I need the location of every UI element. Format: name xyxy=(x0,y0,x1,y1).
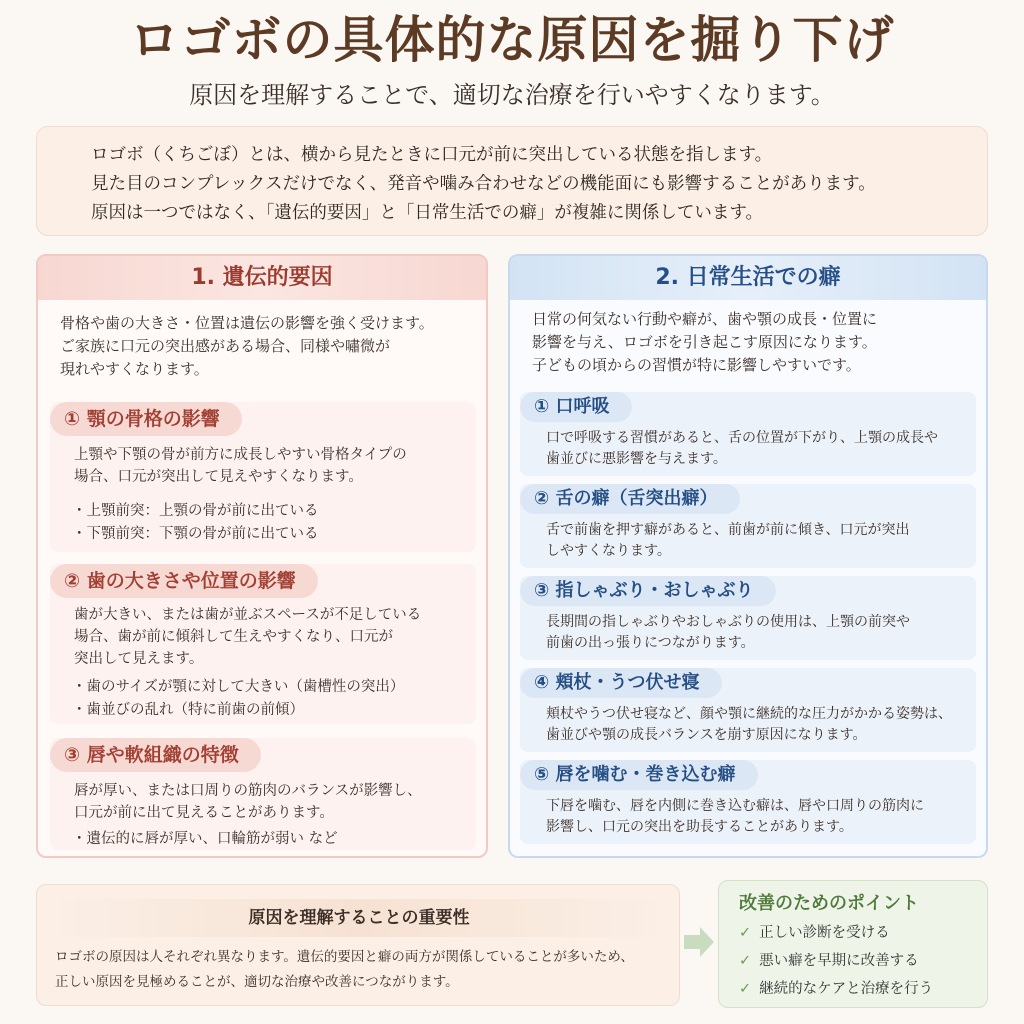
arrow-right-icon xyxy=(682,924,716,960)
text-line: 口で呼吸する習慣があると、舌の位置が下がり、上顎の成長や xyxy=(546,430,938,446)
points-title: 改善のためのポイント xyxy=(739,893,919,914)
cause-bullets xyxy=(72,500,319,546)
intro-box xyxy=(36,126,988,236)
importance-text xyxy=(55,945,675,995)
habit-card xyxy=(520,668,976,752)
improvement-points-box xyxy=(718,880,988,1008)
cause-card xyxy=(50,738,476,850)
habit-label: ① 口呼吸 xyxy=(520,392,632,422)
page-title: ロゴボの具体的な原因を掘り下げ xyxy=(129,11,895,69)
bullet-item: ・歯のサイズが顎に対して大きい（歯槽性の突出） xyxy=(72,679,405,695)
cause-text xyxy=(74,780,422,824)
intro-line: 見た目のコンプレックスだけでなく、発音や噛み合わせなどの機能面にも影響することがあります。 xyxy=(91,174,876,194)
point-label: 正しい診断を受ける xyxy=(759,925,890,941)
habit-label: ② 舌の癖（舌突出癖） xyxy=(520,484,740,514)
cause-label: ② 歯の大きさや位置の影響 xyxy=(50,564,318,598)
text-line: しやすくなります。 xyxy=(546,543,671,559)
text-line: 場合、歯が前に傾斜して生えやすくなり、口元が xyxy=(74,629,393,645)
text-line: 唇が厚い、または口周りの筋肉のバランスが影響し、 xyxy=(74,783,422,799)
cause-card xyxy=(50,564,476,724)
desc-line: ご家族に口元の突出感がある場合、同様や嘯微が xyxy=(60,337,391,355)
check-icon: ✓ xyxy=(739,953,752,969)
habit-text xyxy=(546,796,924,838)
bullet-item: ・遺伝的に唇が厚い、口輪筋が弱い など xyxy=(72,831,338,847)
daily-habits-panel xyxy=(508,254,988,858)
text-line: 舌で前歯を押す癖があると、前歯が前に傾き、口元が突出 xyxy=(546,522,910,538)
point-label: 継続的なケアと治療を行う xyxy=(759,981,934,997)
cause-card xyxy=(50,402,476,552)
text-line: 下唇を噛む、唇を内側に巻き込む癖は、唇や口周りの筋肉に xyxy=(546,798,924,814)
text-line: 正しい原因を見極めることが、適切な治療や改善につながります。 xyxy=(55,974,459,990)
text-line: 歯並びに悪影響を与えます。 xyxy=(546,451,727,467)
habit-label: ④ 頬杖・うつ伏せ寝 xyxy=(520,668,722,698)
habit-label: ③ 指しゃぶり・おしゃぶり xyxy=(520,576,776,606)
panel-heading: 2. 日常生活での癖 xyxy=(510,256,986,300)
panel-description xyxy=(60,312,480,381)
list-item xyxy=(739,947,933,975)
habit-label: ⑤ 唇を噛む・巻き込む癖 xyxy=(520,760,758,790)
text-line: 口元が前に出て見えることがあります。 xyxy=(74,805,334,821)
habit-card xyxy=(520,484,976,568)
cause-label: ① 顎の骨格の影響 xyxy=(50,402,242,436)
list-item xyxy=(739,919,933,947)
importance-box xyxy=(36,884,680,1006)
habit-text xyxy=(546,704,952,746)
text-line: 場合、口元が突出して見えやすくなります。 xyxy=(74,469,363,485)
text-line: 歯並びや顎の成長バランスを崩す原因になります。 xyxy=(546,727,867,743)
habit-card xyxy=(520,392,976,476)
intro-line: 原因は一つではなく、「遺伝的要因」と「日常生活での癖」が複雑に関係しています。 xyxy=(91,203,763,223)
importance-heading: 原因を理解することの重要性 xyxy=(53,899,665,937)
desc-line: 子どもの頃からの習慣が特に影響しやすいです。 xyxy=(532,356,861,374)
habit-text xyxy=(546,428,938,470)
bullet-item: ・歯並びの乱れ（特に前歯の前傾） xyxy=(72,702,304,718)
points-list xyxy=(739,919,933,1003)
bullet-item: ・上顎前突：上顎の骨が前に出ている xyxy=(72,503,319,519)
desc-line: 日常の何気ない行動や癖が、歯や顎の成長・位置に xyxy=(532,310,878,328)
panel-heading: 1. 遺伝的要因 xyxy=(38,256,486,300)
text-line: 歯が大きい、または歯が並ぶスペースが不足している xyxy=(74,607,422,623)
text-line: ロゴボの原因は人それぞれ異なります。遺伝的要因と癖の両方が関係していることが多いため、 xyxy=(55,949,634,965)
cause-label: ③ 唇や軟組織の特徴 xyxy=(50,738,261,772)
genetic-factors-panel xyxy=(36,254,488,858)
desc-line: 骨格や歯の大きさ・位置は遺伝の影響を強く受けます。 xyxy=(60,314,434,332)
check-icon: ✓ xyxy=(739,981,752,997)
intro-line: ロゴボ（くちごぼ）とは、横から見たときに口元が前に突出している状態を指します。 xyxy=(91,145,773,165)
bullet-item: ・下顎前突：下顎の骨が前に出ている xyxy=(72,526,319,542)
text-line: 影響し、口元の突出を助長することがあります。 xyxy=(546,819,853,835)
habit-card xyxy=(520,760,976,844)
point-label: 悪い癖を早期に改善する xyxy=(759,953,919,969)
cause-text xyxy=(74,604,421,670)
text-line: 長期間の指しゃぶりやおしゃぶりの使用は、上顎の前突や xyxy=(546,614,910,630)
list-item xyxy=(739,975,933,1003)
text-line: 前歯の出っ張りにつながります。 xyxy=(546,635,755,651)
panel-description xyxy=(532,308,982,377)
page-subtitle: 原因を理解することで、適切な治療を行いやすくなります。 xyxy=(189,81,835,109)
habit-card xyxy=(520,576,976,660)
desc-line: 現れやすくなります。 xyxy=(60,360,209,378)
cause-bullets xyxy=(72,676,404,722)
habit-text xyxy=(546,520,909,562)
text-line: 頬杖やうつ伏せ寝など、顔や顎に継続的な圧力がかかる姿勢は、 xyxy=(546,706,952,722)
desc-line: 影響を与え、ロゴボを引き起こす原因になります。 xyxy=(532,333,877,351)
cause-bullets xyxy=(72,828,338,851)
cause-text xyxy=(74,444,407,488)
habit-text xyxy=(546,612,910,654)
check-icon: ✓ xyxy=(739,925,752,941)
text-line: 突出して見えます。 xyxy=(74,651,204,667)
text-line: 上顎や下顎の骨が前方に成長しやすい骨格タイプの xyxy=(74,447,407,463)
